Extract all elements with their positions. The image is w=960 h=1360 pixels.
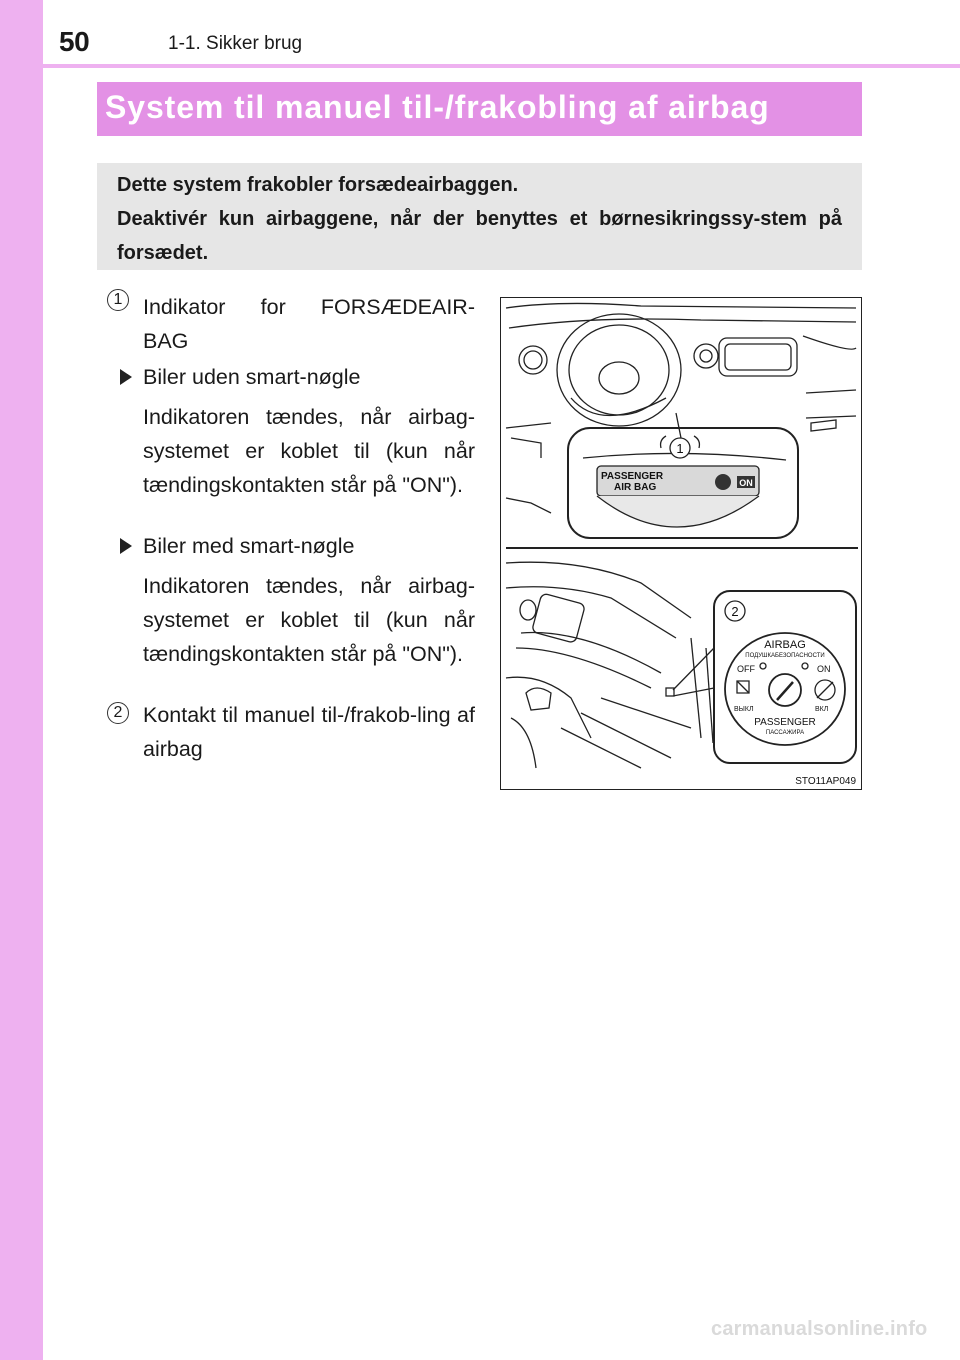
page-title: System til manuel til-/frakobling af airbag xyxy=(105,89,770,125)
item-1-label-line-1: Indikator for FORSÆDEAIR- xyxy=(143,295,475,319)
subsection-1-heading: Biler uden smart-nøgle xyxy=(143,365,361,389)
item-1-label-line-2: BAG xyxy=(143,329,189,353)
item-1-number: 1 xyxy=(107,289,129,311)
dashboard-illustration xyxy=(501,298,862,790)
subsection-2-heading: Biler med smart-nøgle xyxy=(143,534,355,558)
page-number: 50 xyxy=(59,26,90,57)
item-2-number: 2 xyxy=(107,702,129,724)
intro-line-2: Deaktivér kun airbaggene, når der benyttes et børnesikringssy-stem på forsædet. xyxy=(117,208,842,264)
bullet-arrow-icon xyxy=(120,369,132,385)
switch-on-ru-label: ВКЛ xyxy=(815,706,829,713)
item-2-label: Kontakt til manuel til-/frakob-ling af airbag xyxy=(143,703,475,761)
callout-1-number: 1 xyxy=(676,441,684,456)
intro-line-1: Dette system frakobler forsædeairbaggen. xyxy=(117,174,519,196)
switch-on-label: ON xyxy=(817,664,831,674)
switch-off-label: OFF xyxy=(737,664,755,674)
figure-code: STO11AP049 xyxy=(795,776,856,787)
indicator-label-passenger: PASSENGER xyxy=(601,471,664,482)
intro-box xyxy=(97,163,862,270)
item-1-label xyxy=(143,290,475,358)
indicator-label-airbag: AIR BAG xyxy=(614,482,657,493)
airbag-off-icon xyxy=(715,474,731,490)
switch-off-ru-label: ВЫКЛ xyxy=(734,706,754,713)
switch-passenger-label: PASSENGER xyxy=(754,717,816,728)
subsection-1-text: Indikatoren tændes, når airbag-systemet er koblet til (kun når tændingskontakten står på "ON"). xyxy=(143,405,475,497)
side-color-strip xyxy=(0,0,43,1360)
section-label: 1-1. Sikker brug xyxy=(168,33,303,54)
bullet-arrow-icon xyxy=(120,538,132,554)
callout-2-number: 2 xyxy=(731,604,739,619)
watermark: carmanualsonline.info xyxy=(711,1318,928,1340)
airbag-figure xyxy=(500,297,862,790)
header-divider xyxy=(43,64,960,68)
subsection-2-text: Indikatoren tændes, når airbag-systemet er koblet til (kun når tændingskontakten står på "ON"). xyxy=(143,574,475,666)
indicator-on-text: ON xyxy=(739,478,753,488)
switch-title-ru: ПОДУШКАБЕЗОПАСНОСТИ xyxy=(745,653,825,659)
switch-passenger-ru-label: ПАССАЖИРА xyxy=(765,730,805,736)
title-bar xyxy=(97,82,862,136)
switch-title: AIRBAG xyxy=(764,639,806,651)
